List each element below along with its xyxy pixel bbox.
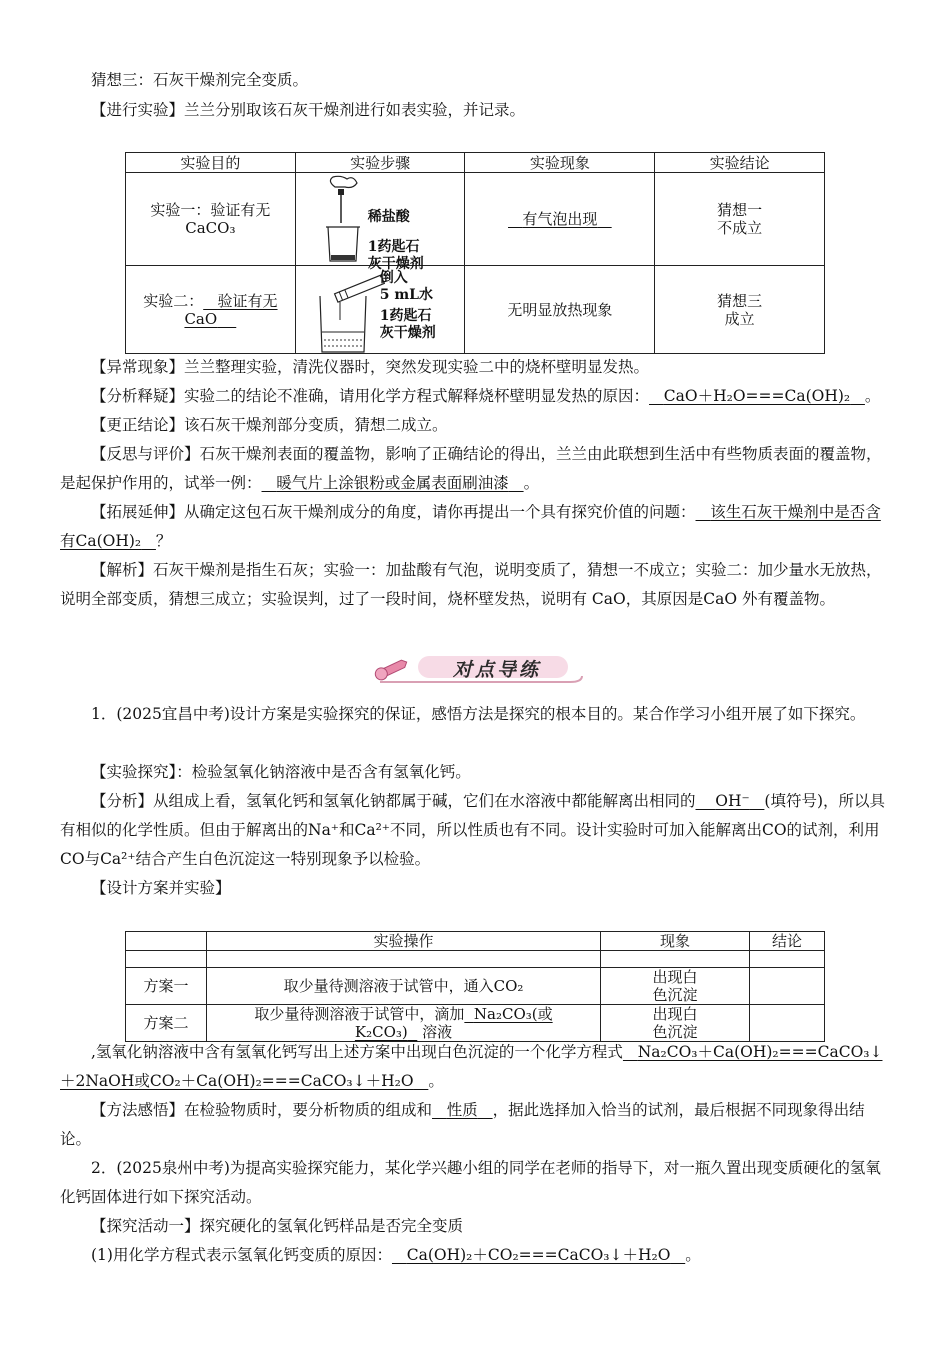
method-text: ，据此选择加入恰当的试剂，最后根据不同现象得出结论。 [60,1101,865,1148]
table-row [126,266,825,354]
answer-property: 性质 [446,1101,478,1119]
purpose-cell [126,266,296,354]
q2-intro: 2．(2025泉州中考)为提高实验探究能力，某化学兴趣小组的同学在老师的指导下，对一瓶久置出现变质硬化的氢氧化钙固体进行如下探究活动。 [60,1159,881,1206]
method-paragraph [60,1096,895,1154]
plan-phenomenon: 出现白 色沉淀 [601,968,750,1005]
sample-label: 灰干燥剂 [379,325,436,341]
equation-paragraph: ,氢氧化钠溶液中含有氢氧化钙写出上述方案中出现白色沉淀的一个化学方程式 Na₂CO₃＋Ca(OH)₂===CaCO₃↓＋2NaOH或CO₂＋Ca(OH)₂===CaCO₃↓＋H₂O 。 [60,1043,883,1090]
q2-activity: 【探究活动一】探究硬化的氢氧化钙样品是否完全变质 [91,1217,464,1235]
conclusion-text: 猜想三 [717,291,763,310]
water-label: 倒入 [379,270,408,286]
answer-ion: OH⁻ [715,792,750,810]
table-header: 实验步骤 [295,153,465,173]
reflect-paragraph: 【反思与评价】石灰干燥剂表面的覆盖物，影响了正确结论的得出，兰兰由此联想到生活中有些物质表面的覆盖物，是起保护作用的，试举一例： 暖气片上涂银粉或金属表面刷油漆 。 [60,445,882,492]
conclusion-text: 猜想一 [717,201,763,219]
table-row [126,968,825,1005]
extend-paragraph: 【拓展延伸】从确定这包石灰干燥剂成分的角度，请你再提出一个具有探究价值的问题： 该生石灰干燥剂中是否含有Ca(OH)₂ ？ [60,503,881,550]
plan-name: 方案一 [126,968,207,1005]
banner-title: 对点导练 [452,659,541,681]
table-header: 现象 [601,932,750,951]
explain-text: 【解析】石灰干燥剂是指生石灰；实验一：加盐酸有气泡，说明变质了，猜想一不成立；实验二：加少量水无放热，说明全部变质，猜想三成立；实验误判，过了一段时间，烧杯壁发热，说明有 CaO，其原因是CaO 外有覆盖物。 [60,561,882,608]
step-diagram-cell [295,173,465,272]
conclusion-text: 不成立 [717,219,763,237]
method-text: 【方法感悟】在检验物质时，要分析物质的组成和 [91,1101,433,1119]
conduct-experiment-text: 【进行实验】兰兰分别取该石灰干燥剂进行如表实验，并记录。 [91,101,526,119]
q1-design: 【设计方案并实验】 [91,879,231,897]
experiment-table [125,152,825,354]
table-header: 实验结论 [655,153,825,173]
step-diagram-cell [295,266,465,354]
answer-reagent: Na₂CO₃(或 [473,1005,553,1023]
q1-intro: 1．(2025宜昌中考)设计方案是实验探究的保证，感悟方法是探究的根本目的。某合作学习小组开展了如下探究。 [91,705,866,723]
analysis-text: 【分析】从组成上看，氢氧化钙和氢氧化钠都属于碱，它们在水溶液中都能解离出相同的 [91,792,696,810]
table-header: 实验目的 [126,153,296,173]
sample-label: 1药匙石 [379,308,432,324]
equation-text: ,氢氧化钠溶液中含有氢氧化钙写出上述方案中出现白色沉淀的一个化学方程式 [91,1043,623,1061]
table-row [126,173,825,266]
phenomenon-cell [465,173,655,266]
answer-phenomenon: 有气泡出现 [522,210,598,228]
purpose-cell [126,173,296,266]
q1-explore: 【实验探究】：检验氢氧化钠溶液中是否含有氢氧化钙。 [91,763,471,781]
answer-sub1: Ca(OH)₂＋CO₂===CaCO₃↓＋H₂O [406,1246,671,1264]
q2-sub1: (1)用化学方程式表示氢氧化钙变质的原因： Ca(OH)₂＋CO₂===CaCO₃↓＋H₂O 。 [91,1246,701,1264]
acid-label: 稀盐酸 [367,209,410,225]
table-header [126,932,207,951]
plan-operation: 取少量待测溶液于试管中，滴加 Na₂CO₃(或 K₂CO₃) 溶液 [207,1005,601,1042]
analysis-paragraph: 【分析释疑】实验二的结论不准确，请用化学方程式解释烧杯壁明显发热的原因： CaO＋H₂O===Ca(OH)₂ 。 [91,387,881,405]
phenomenon-cell: 无明显放热现象 [465,266,655,354]
q1-analysis [60,787,895,874]
plan-conclusion [750,968,825,1005]
conclusion-cell [655,266,825,354]
plan-name: 方案二 [126,1005,207,1042]
conclusion-cell [655,173,825,266]
analysis-text: (填符号)，所以具有相似的化学性质。但由于解离出的Na⁺和Ca²⁺不同，所以性质也有不同。设计实验时可加入能解离出CO的试剂，利用CO与Ca²⁺结合产生白色沉淀这一特别现象予以检验。 [60,792,886,868]
reflect-text: 【反思与评价】石灰干燥剂表面的覆盖物，影响了正确结论的得出，兰兰由此联想到生活中有些物质表面的覆盖物，是起保护作用的，试举一例： [60,445,882,492]
purpose-text: 实验二： [143,291,204,310]
answer-purpose: CaO [184,309,218,328]
answer-reflect: 暖气片上涂银粉或金属表面刷油漆 [276,474,509,492]
analysis-text: 【分析释疑】实验二的结论不准确，请用化学方程式解释烧杯壁明显发热的原因： [91,387,650,405]
purpose-text: 实验一：验证有无 [150,201,271,219]
answer-analysis: CaO＋H₂O===Ca(OH)₂ [663,387,851,405]
guess-three-text: 猜想三：石灰干燥剂完全变质。 [91,71,309,89]
conclusion-text: 成立 [724,309,755,328]
plan-conclusion [750,1005,825,1042]
table-row [126,1005,825,1042]
plan-phenomenon: 出现白 色沉淀 [601,1005,750,1042]
correct-conclusion-text: 【更正结论】该石灰干燥剂部分变质，猜想二成立。 [91,416,448,434]
table-header: 结论 [750,932,825,951]
extend-text: 【拓展延伸】从确定这包石灰干燥剂成分的角度，请你再提出一个具有探究价值的问题： [91,503,696,521]
sub-question-text: (1)用化学方程式表示氢氧化钙变质的原因： [91,1246,392,1264]
abnormal-text: 【异常现象】兰兰整理实验，清洗仪器时，突然发现实验二中的烧杯壁明显发热。 [91,358,650,376]
sample-label: 1药匙石 [367,239,420,255]
table-header: 实验现象 [465,153,655,173]
plan-operation: 取少量待测溶液于试管中，通入CO₂ [207,968,601,1005]
sample-label: 灰干燥剂 [367,256,424,272]
plan-table [125,931,825,1042]
answer-equation: Na₂CO₃＋Ca(OH)₂===CaCO₃↓＋2NaOH或CO₂＋Ca(OH)₂===CaCO₃↓＋H₂O [60,1043,883,1090]
answer-extend: 该生石灰干燥剂中是否含有Ca(OH)₂ [60,503,881,550]
water-label: 5 mL水 [379,287,433,303]
table-header: 实验操作 [207,932,601,951]
section-banner [360,646,590,690]
answer-reagent: K₂CO₃) [354,1023,408,1041]
purpose-text: CaCO₃ [185,219,236,237]
answer-purpose: 验证有无 [217,291,278,310]
